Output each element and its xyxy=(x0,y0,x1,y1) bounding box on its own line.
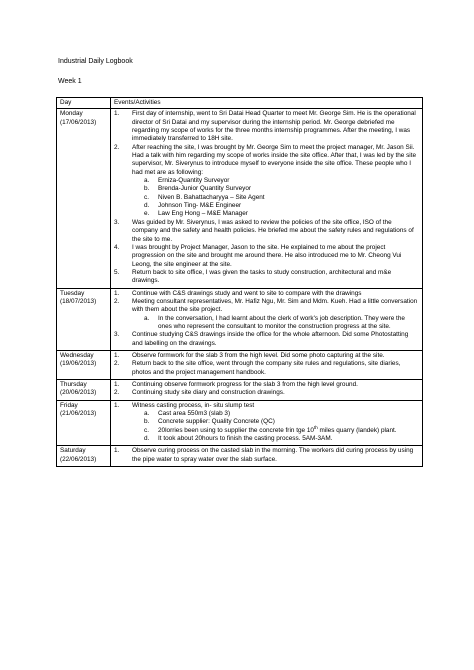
event-subitem xyxy=(114,435,419,443)
event-item xyxy=(114,381,419,389)
event-item xyxy=(114,331,419,348)
header-events: Events/Activities xyxy=(111,98,423,109)
event-number: 2. xyxy=(114,389,120,397)
event-number: 1. xyxy=(114,110,120,118)
event-item xyxy=(114,244,419,269)
subitem-text: Johnson Ting- M&E Engineer xyxy=(158,202,242,210)
event-number: 1. xyxy=(114,289,120,297)
event-number: 3. xyxy=(114,331,120,339)
event-item xyxy=(114,389,419,397)
event-item xyxy=(114,360,419,377)
day-date: (17/06/2013) xyxy=(60,118,97,126)
event-item xyxy=(114,298,419,315)
subitem-letter: b. xyxy=(144,185,150,193)
event-text: Continue with C&S drawings study and went to site to compare with the drawings xyxy=(132,289,362,297)
event-number: 3. xyxy=(114,218,120,226)
event-item xyxy=(114,269,419,286)
event-number: 2. xyxy=(114,360,120,368)
event-text: After reaching the site, I was brought by Mr. George Sim to meet the project manager, Mr. Jason Sii. Had a talk with him regarding my scope of works inside the site office. After that, I was led by the site supervisor, Mr. Siverynus to introduce myself to everyone inside the site office. These people who I had met are as following: xyxy=(132,143,417,176)
day-date: (22/06/2013) xyxy=(60,455,97,463)
event-text: Continuing observe formwork progress for the slab 3 from the high level ground. xyxy=(132,381,358,388)
event-subitem xyxy=(114,315,419,332)
day-name: Tuesday xyxy=(60,289,85,297)
event-text: First day of internship, went to Sri Datai Head Quarter to meet Mr. George Sim. He is the operational director of Sri Datai and my supervisor during the internship period. Mr. George debriefed me regarding my scope of works for the three months internship programmes. After the meeting, I was immediately transferred to 18H site. xyxy=(132,110,416,143)
day-name: Thursday xyxy=(60,381,87,388)
table-row xyxy=(57,400,423,446)
subitem-letter: a. xyxy=(144,177,150,185)
subitem-text: Niven B. Bahattacharyya – Site Agent xyxy=(158,193,265,201)
subitem-text: Concrete supplier: Quality Concrete (QC) xyxy=(158,418,275,426)
event-subitem xyxy=(114,185,419,193)
event-number: 5. xyxy=(114,268,120,276)
subitem-text: In the conversation, I had learnt about the clerk of work's job description. They were the ones who represent the consultant to monitor the construction progress at the site. xyxy=(158,314,405,330)
document-title: Industrial Daily Logbook xyxy=(58,58,133,65)
event-text: Return back to the site office, went through the company site rules and regulations, site diaries, photos and the project management handbook. xyxy=(132,360,401,376)
event-text: I was brought by Project Manager, Jason to the site. He explained to me about the project progression on the site and brought me around there. He also introduced me to Mr. Cheong Vui Leong, the site engineer at the site. xyxy=(132,243,402,268)
event-text: Observe formwork for the slab 3 from the high level. Did some photo capturing at the site. xyxy=(132,351,385,359)
day-cell xyxy=(57,446,111,467)
event-number: 1. xyxy=(114,401,120,409)
subitem-text: Erniza-Quantity Surveyor xyxy=(158,177,230,185)
table-row xyxy=(57,380,423,401)
event-number: 2. xyxy=(114,143,120,151)
day-name: Monday xyxy=(60,110,83,118)
day-name: Friday xyxy=(60,401,78,409)
event-number: 1. xyxy=(114,351,120,359)
subitem-letter: a. xyxy=(144,314,150,322)
event-item xyxy=(114,144,419,177)
event-subitem xyxy=(114,202,419,210)
table-row xyxy=(57,446,423,467)
week-label: Week 1 xyxy=(58,78,82,85)
event-subitem xyxy=(114,410,419,418)
event-number: 4. xyxy=(114,243,120,251)
subitem-letter: d. xyxy=(144,202,150,210)
day-date: (21/06/2013) xyxy=(60,410,97,418)
event-subitem xyxy=(114,418,419,426)
subitem-letter: a. xyxy=(144,410,150,418)
table-header-row xyxy=(57,98,423,109)
subitem-text: Law Eng Hong – M&E Manager xyxy=(158,210,248,218)
events-cell xyxy=(111,288,423,350)
day-name: Wednesday xyxy=(60,351,94,359)
day-cell xyxy=(57,288,111,350)
event-number: 1. xyxy=(114,447,120,455)
event-item xyxy=(114,290,419,298)
subitem-text: 20lorries been using to supplier the concrete frin tge 10th miles quarry (landek) plant. xyxy=(158,424,397,434)
day-date: (19/06/2013) xyxy=(60,360,97,368)
event-item xyxy=(114,447,419,464)
subitem-text: Brenda-Junior Quantity Surveyor xyxy=(158,185,252,193)
header-day: Day xyxy=(57,98,111,109)
events-cell xyxy=(111,350,423,379)
event-item xyxy=(114,219,419,244)
logbook-table xyxy=(56,97,423,467)
day-cell xyxy=(57,380,111,401)
subitem-letter: c. xyxy=(144,426,149,434)
event-number: 1. xyxy=(114,381,120,388)
event-text: Continuing study site diary and construction drawings. xyxy=(132,389,285,397)
event-subitem xyxy=(114,177,419,185)
event-text: Was guided by Mr. Siverynus, I was asked to review the policies of the site office, ISO of the company and the safety and health policies. He briefed me about the safety rules and regulations of the site to me. xyxy=(132,218,414,243)
event-number: 2. xyxy=(114,297,120,305)
event-item xyxy=(114,352,419,360)
events-cell xyxy=(111,380,423,401)
day-cell xyxy=(57,350,111,379)
day-name: Saturday xyxy=(60,447,86,455)
subitem-text: Cast area 550m3 (slab 3) xyxy=(158,410,231,418)
event-text: Meeting consultant representatives, Mr. Hafiz Ngu, Mr. Sim and Mdm. Kueh. Had a little conversation with them about the site project. xyxy=(132,297,418,314)
events-cell xyxy=(111,400,423,446)
events-cell xyxy=(111,109,423,288)
event-text: Observe curing process on the casted slab in the morning. The workers did curing process by using the pipe water to spray water over the slab surface. xyxy=(132,447,414,463)
event-subitem xyxy=(114,210,419,218)
subitem-letter: d. xyxy=(144,435,150,443)
subitem-letter: e. xyxy=(144,210,150,218)
event-item xyxy=(114,402,419,410)
subitem-letter: c. xyxy=(144,193,149,201)
subitem-text: It took about 20hours to finish the casting process. 5AM-3AM. xyxy=(158,435,333,443)
event-subitem xyxy=(114,424,419,435)
event-text: Continue studying C&S drawings inside the office for the whole afternoon. Did some Photostatting and labelling on the drawings. xyxy=(132,331,409,347)
day-date: (20/06/2013) xyxy=(60,389,97,397)
table-row xyxy=(57,350,423,379)
day-cell xyxy=(57,109,111,288)
events-cell xyxy=(111,446,423,467)
subitem-letter: b. xyxy=(144,418,150,426)
ordinal-suffix: th xyxy=(313,424,318,430)
day-date: (18/07/2013) xyxy=(60,297,97,305)
table-row xyxy=(57,109,423,288)
event-text: Witness casting process, in- situ slump test xyxy=(132,401,255,409)
event-item xyxy=(114,110,419,143)
event-subitem xyxy=(114,194,419,202)
day-cell xyxy=(57,400,111,446)
event-text: Return back to site office, I was given the tasks to study construction, architectural and m&e drawings. xyxy=(132,268,392,285)
table-row xyxy=(57,288,423,350)
